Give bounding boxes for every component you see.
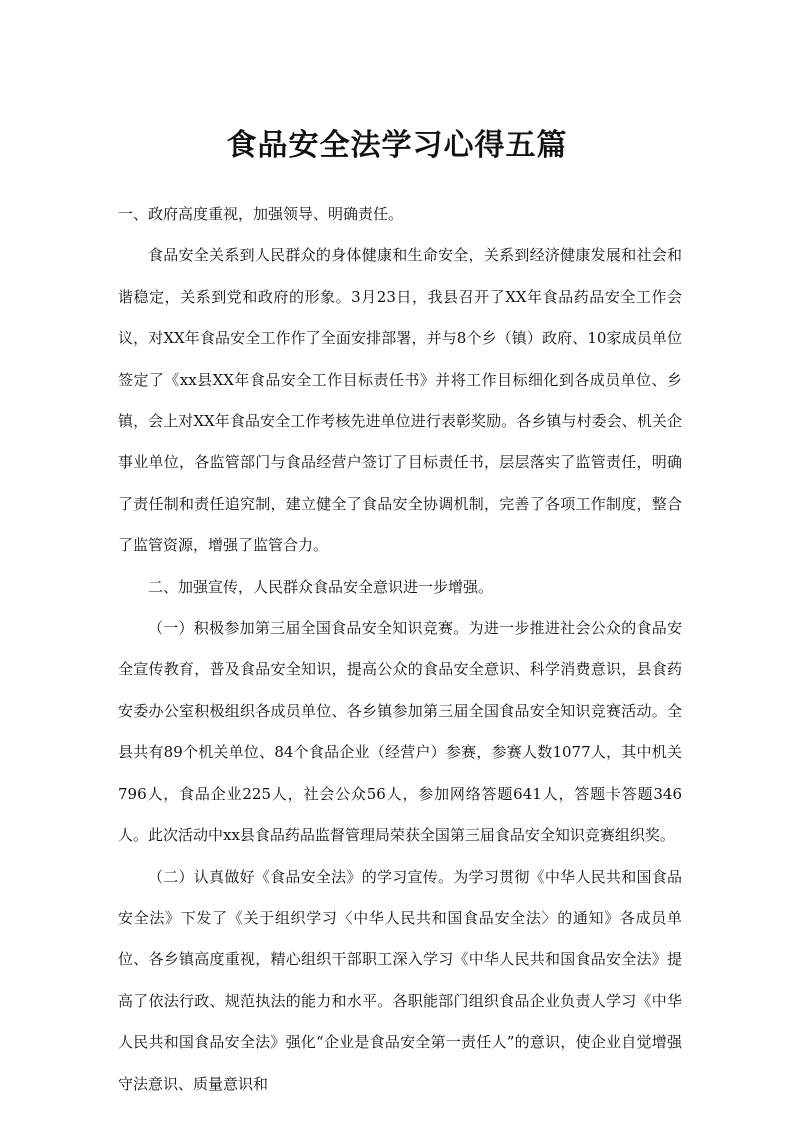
paragraph-3: （二）认真做好《食品安全法》的学习宣传。为学习贯彻《中华人民共和国食品安全法》下发了《关于组织学习〈中华人民共和国食品安全法〉的通知》各成员单位、各乡镇高度重视，精心组织干部职工深入学习《中华人民共和国食品安全法》提高了依法行政、规范执法的能力和水平。各职能部门组织食品企业负责人学习《中华人民共和国食品安全法》强化“企业是食品安全第一责任人”的意识，使企业自觉增强守法意识、质量意识和	[118, 867, 682, 1093]
document-body	[118, 194, 682, 1105]
paragraph-2: （一）积极参加第三届全国食品安全知识竞赛。为进一步推进社会公众的食品安全宣传教育，普及食品安全知识，提高公众的食品安全意识、科学消费意识，县食药安委办公室积极组织各成员单位、各乡镇参加第三届全国食品安全知识竞赛活动。全县共有89个机关单位、84个食品企业（经营户）参赛，参赛人数1077人，其中机关796人，食品企业225人，社会公众56人，参加网络答题641人，答题卡答题346人。此次活动中xx县食品药品监督管理局荣获全国第三届食品安全知识竞赛组织奖。	[118, 619, 682, 845]
document-title: 食品安全法学习心得五篇	[226, 128, 568, 163]
section-heading-1: 一、政府高度重视，加强领导、明确责任。	[118, 205, 404, 223]
paragraph-1: 食品安全关系到人民群众的身体健康和生命安全，关系到经济健康发展和社会和谐稳定，关系到党和政府的形象。3月23日，我县召开了XX年食品药品安全工作会议，对XX年食品安全工作作了全面安排部署，并与8个乡（镇）政府、10家成员单位签定了《xx县XX年食品安全工作目标责任书》并将工作目标细化到各成员单位、乡镇，会上对XX年食品安全工作考核先进单位进行表彰奖励。各乡镇与村委会、机关企事业单位，各监管部门与食品经营户签订了目标责任书，层层落实了监管责任，明确了责任制和责任追究制，建立健全了食品安全协调机制，完善了各项工作制度，整合了监管资源，增强了监管合力。	[118, 246, 682, 555]
section-heading-2: 二、加强宣传，人民群众食品安全意识进一步增强。	[148, 577, 494, 596]
